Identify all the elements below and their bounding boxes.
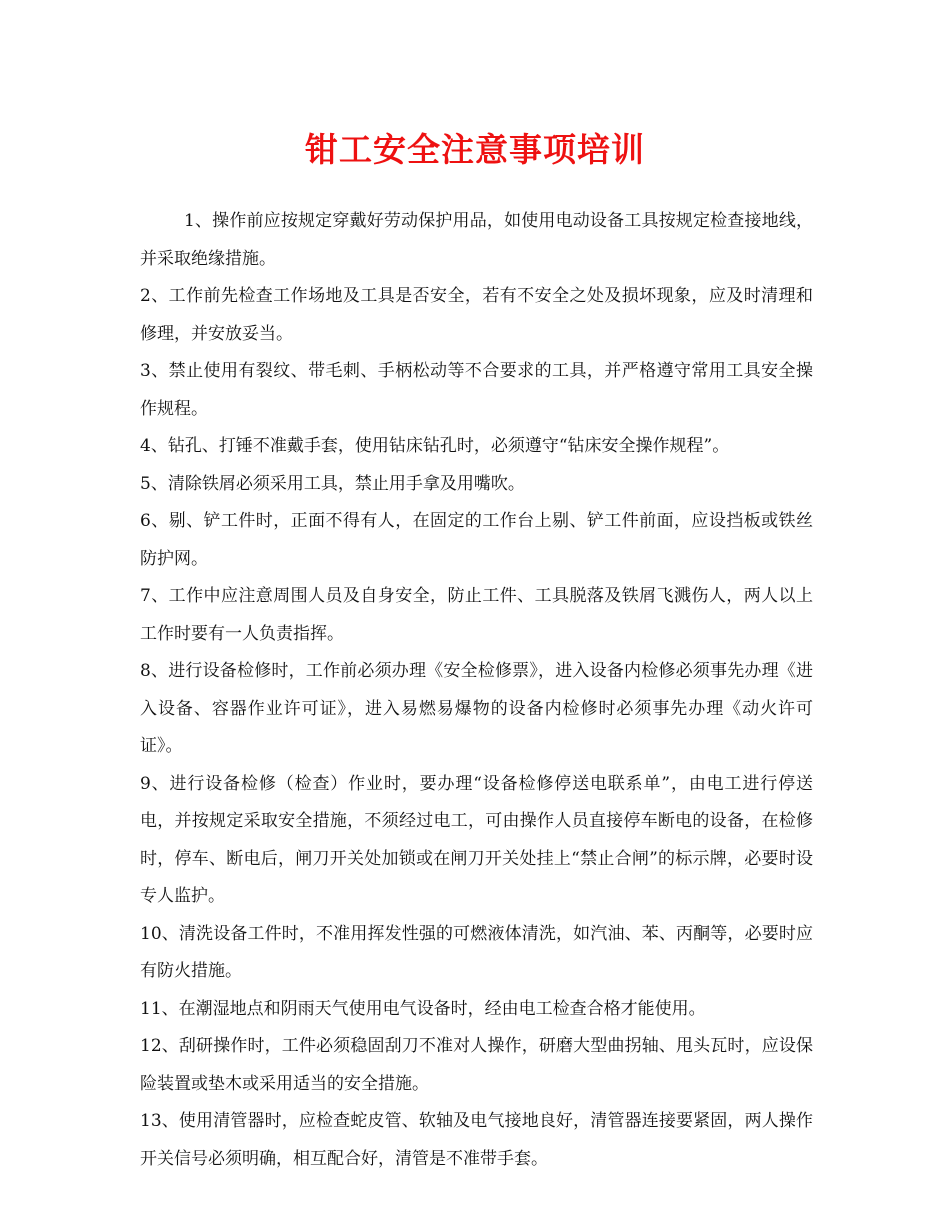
paragraph-9: 9、进行设备检修（检查）作业时，要办理“设备检修停送电联系单”，由电工进行停送电，并按规定采取安全措施，不须经过电工，可由操作人员直接停车断电的设备，在检修时，停车、断电后，闸刀开关处加锁或在闸刀开关处挂上“禁止合闸”的标示牌，必要时设专人监护。 (140, 773, 813, 906)
paragraph-2: 2、工作前先检查工作场地及工具是否安全，若有不安全之处及损坏现象，应及时清理和修理，并安放妥当。 (140, 286, 813, 344)
paragraph-6: 6、剔、铲工件时，正面不得有人，在固定的工作台上剔、铲工件前面，应设挡板或铁丝防护网。 (140, 511, 813, 569)
document-title: 钳工安全注意事项培训 (305, 130, 645, 169)
paragraph-8: 8、进行设备检修时，工作前必须办理《安全检修票》，进入设备内检修必须事先办理《进入设备、容器作业许可证》，进入易燃易爆物的设备内检修时必须事先办理《动火许可证》。 (140, 661, 813, 756)
paragraph-12: 12、刮研操作时，工件必须稳固刮刀不准对人操作，研磨大型曲拐轴、甩头瓦时，应设保险装置或垫木或采用适当的安全措施。 (140, 1036, 813, 1094)
paragraph-4: 4、钻孔、打锤不准戴手套，使用钻床钻孔时，必须遵守“钻床安全操作规程”。 (140, 436, 730, 456)
document-body (140, 203, 813, 1178)
paragraph-10: 10、清洗设备工件时，不准用挥发性强的可燃液体清洗，如汽油、苯、丙酮等，必要时应有防火措施。 (140, 923, 813, 981)
paragraph-11: 11、在潮湿地点和阴雨天气使用电气设备时，经由电工检查合格才能使用。 (140, 998, 706, 1019)
paragraph-3: 3、禁止使用有裂纹、带毛刺、手柄松动等不合要求的工具，并严格遵守常用工具安全操作规程。 (140, 361, 813, 419)
paragraph-5: 5、清除铁屑必须采用工具，禁止用手拿及用嘴吹。 (140, 473, 525, 494)
paragraph-13: 13、使用清管器时，应检查蛇皮管、软轴及电气接地良好，清管器连接要紧固，两人操作开关信号必须明确，相互配合好，清管是不准带手套。 (140, 1111, 813, 1169)
paragraph-7: 7、工作中应注意周围人员及自身安全，防止工件、工具脱落及铁屑飞溅伤人，两人以上工作时要有一人负责指挥。 (140, 586, 813, 644)
paragraph-1: 1、操作前应按规定穿戴好劳动保护用品，如使用电动设备工具按规定检查接地线，并采取绝缘措施。 (140, 211, 813, 269)
